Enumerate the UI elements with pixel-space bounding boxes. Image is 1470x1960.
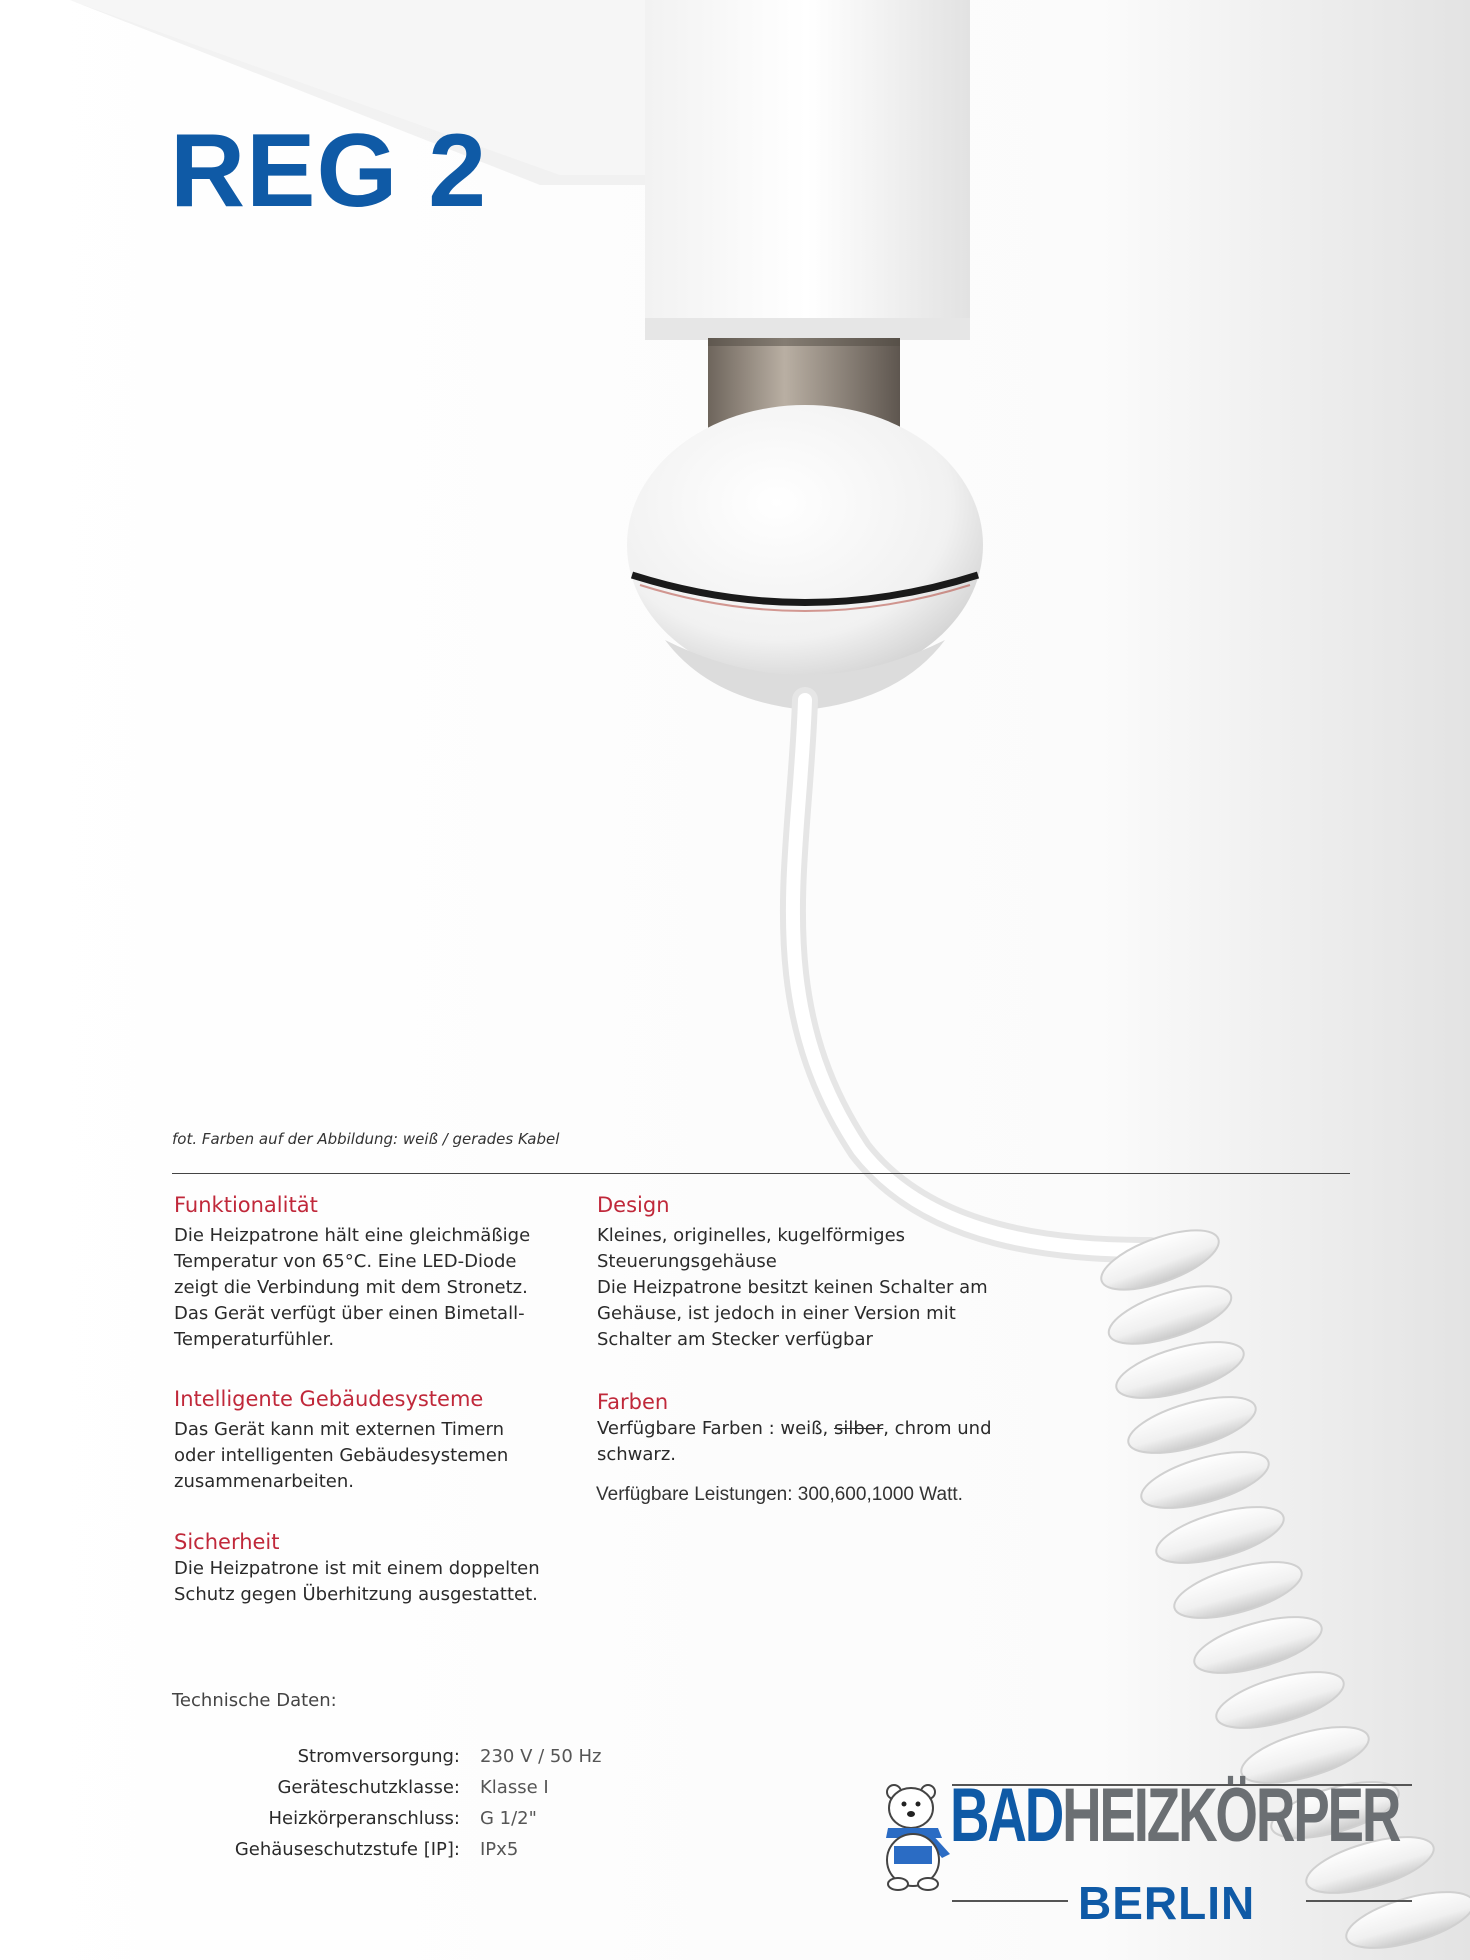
tech-label: Heizkörperanschluss: [268, 1808, 460, 1829]
tech-row [180, 1746, 602, 1777]
photo-caption: fot. Farben auf der Abbildung: weiß / gerades Kabel [172, 1130, 560, 1148]
polar-bear-icon [880, 1780, 958, 1892]
section-text: Das Gerät kann mit externen Timern oder intelligenten Gebäudesystemen zusammenarbeiten. [174, 1419, 509, 1492]
divider [172, 1173, 1350, 1174]
tech-value: G 1/2" [480, 1808, 537, 1829]
colors-struck: silber [833, 1418, 884, 1439]
section-text [597, 1416, 1017, 1468]
section-sicherheit [174, 1530, 544, 1608]
colors-prefix: Verfügbare Farben : weiß, [597, 1418, 834, 1439]
tech-table [180, 1746, 602, 1870]
section-text: Die Heizpatrone besitzt keinen Schalter am Gehäuse, ist jedoch in einer Version mit Schalter am Stecker verfügbar [597, 1277, 988, 1350]
colors-suffix: , chrom und schwarz. [597, 1418, 992, 1465]
tech-value: Klasse I [480, 1777, 549, 1798]
tech-label: Gehäuseschutzstufe [IP]: [234, 1839, 460, 1860]
section-text: Kleines, originelles, kugelförmiges Steuerungsgehäuse [597, 1225, 906, 1272]
brand-part-bad: BAD [950, 1773, 1063, 1858]
tech-value: 230 V / 50 Hz [480, 1746, 602, 1767]
section-heading: Farben [597, 1390, 669, 1414]
section-text: Die Heizpatrone ist mit einem doppelten Schutz gegen Überhitzung ausgestattet. [174, 1558, 540, 1605]
tech-value: IPx5 [480, 1839, 519, 1860]
tech-row [180, 1777, 602, 1808]
brand-wordmark [950, 1772, 1399, 1859]
tech-title: Technische Daten: [172, 1690, 337, 1711]
section-farben [597, 1390, 1017, 1468]
section-heading: Design [597, 1193, 670, 1217]
section-intelligente-gebaeudesysteme [174, 1387, 534, 1495]
section-heading: Funktionalität [174, 1193, 318, 1217]
page-title: REG 2 [170, 113, 488, 229]
section-design [597, 1193, 1017, 1353]
brand-part-heizkoerper: HEIZKÖRPER [1062, 1773, 1400, 1858]
brand-city: BERLIN [1078, 1877, 1256, 1929]
tech-label: Stromversorgung: [297, 1746, 460, 1767]
section-heading: Intelligente Gebäudesysteme [174, 1387, 484, 1411]
tech-row [180, 1839, 602, 1870]
section-heading: Sicherheit [174, 1530, 280, 1554]
brand-logo [880, 1772, 1420, 1932]
power-options: Verfügbare Leistungen: 300,600,1000 Watt. [596, 1484, 963, 1505]
tech-row [180, 1808, 602, 1839]
section-funktionalitaet [174, 1193, 534, 1353]
section-text: Die Heizpatrone hält eine gleichmäßige Temperatur von 65°C. Eine LED-Diode zeigt die Verbindung mit dem Stronetz. Das Gerät verfügt über einen Bimetall-Temperaturfühler. [174, 1225, 531, 1350]
tech-label: Geräteschutzklasse: [277, 1777, 460, 1798]
